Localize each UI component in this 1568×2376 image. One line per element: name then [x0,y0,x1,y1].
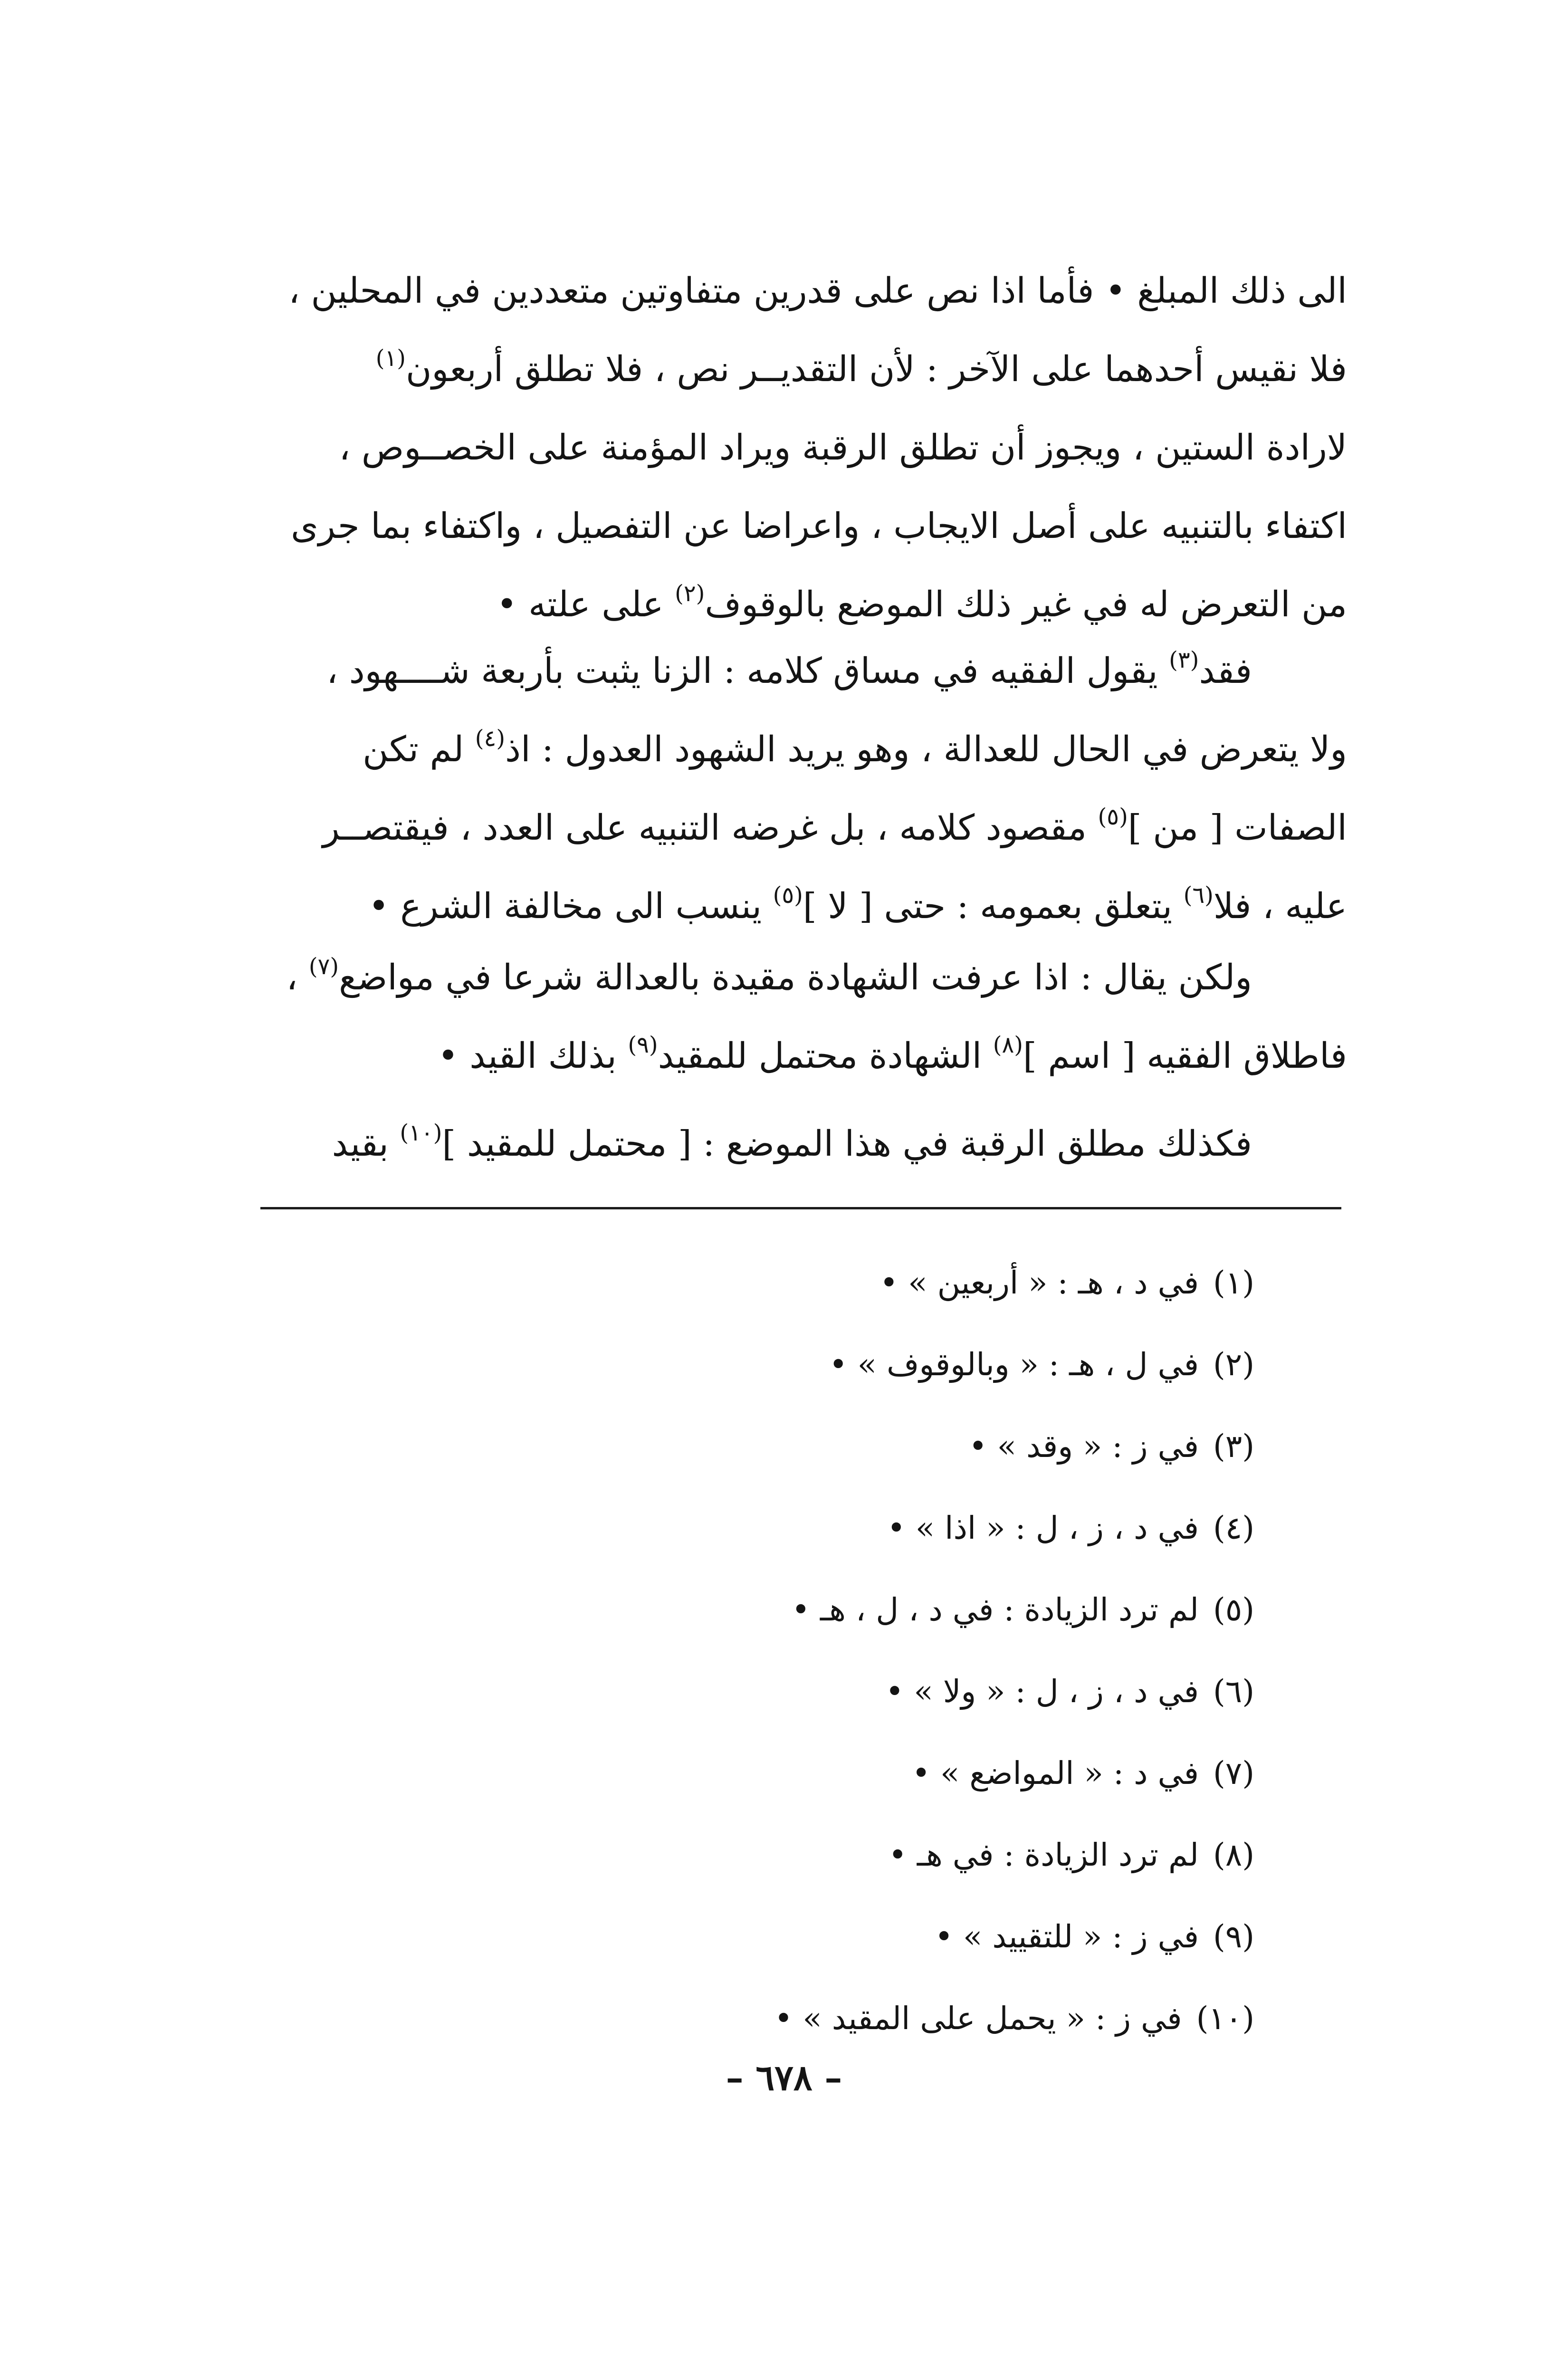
text-line [245,710,1347,789]
footnote-item [889,1820,1254,1891]
text-line [245,867,1347,946]
footnote-marker[interactable]: (٦) [1183,882,1214,909]
paragraph-1 [245,252,1347,644]
text-fragment: ينسب الى مخالفة الشرع • [368,886,762,927]
text-line [245,1105,1347,1183]
footnote-marker[interactable]: (٢) [675,580,705,607]
footnote-item [912,1738,1254,1809]
footnote-marker[interactable]: (٧) [308,953,339,980]
text-fragment: ولا يتعرض في الحال للعدالة ، وهو يريد الشهود العدول : اذ [505,729,1347,770]
footnote-marker[interactable]: (٨) [993,1032,1023,1058]
text-fragment: فكذلك مطلق الرقبة في هذا الموضع : [ محتمل للمقيد ] [442,1123,1252,1164]
text-line: لارادة الستين ، ويجوز أن تطلق الرقبة ويراد المؤمنة على الخصــوص ، [339,427,1347,468]
footnote-text: في د ، ز ، ل : « ولا » • [885,1673,1199,1710]
footnote-text: في د : « المواضع » • [912,1755,1199,1792]
footnote-number: (٨) [1213,1837,1254,1873]
text-fragment: يقول الفقيه في مساق كلامه : الزنا يثبت بأربعة شــــهود ، [326,651,1158,691]
footnote-marker[interactable]: (١٠) [400,1120,442,1146]
paragraph-4 [245,1105,1347,1183]
text-fragment: الصفات [ من ] [1128,807,1347,848]
text-fragment: على علته • [496,584,664,625]
text-fragment: عليه ، فلا [1213,886,1347,927]
footnote-marker[interactable]: (١) [375,345,406,372]
footnote-item [880,1247,1254,1319]
paragraph-2 [245,632,1347,946]
footnote-item [969,1411,1254,1482]
footnote-item [885,1656,1254,1727]
text-line: الى ذلك المبلغ • فأما اذا نص على قدرين متفاوتين متعددين في المحلين ، [288,270,1347,311]
footnote-number: (٩) [1213,1918,1254,1955]
footnote-text: في د ، هـ : « أربعين » • [880,1265,1199,1301]
text-fragment: فلا نقيس أحدهما على الآخر : لأن التقديــر نص ، فلا تطلق أربعون [406,349,1347,390]
footnote-number: (٥) [1213,1591,1254,1628]
footnote-number: (٢) [1213,1346,1254,1383]
footnote-number: (١٠) [1196,2000,1254,2037]
footnote-text: في ز : « للتقييد » • [935,1918,1199,1955]
footnote-number: (٦) [1213,1673,1254,1710]
footnote-item [774,1983,1254,2054]
footnote-item [792,1574,1254,1646]
footnote-text: لم ترد الزيادة : في هـ • [888,1837,1199,1873]
paragraph-3 [245,939,1347,1095]
footnote-item [829,1329,1254,1400]
footnote-marker[interactable]: (٩) [628,1032,658,1058]
footnote-divider [260,1207,1341,1209]
text-fragment: من التعرض له في غير ذلك الموضع بالوقوف [705,584,1347,625]
footnote-marker[interactable]: (٣) [1169,647,1199,673]
text-line: اكتفاء بالتنبيه على أصل الايجاب ، واعراضا عن التفصيل ، واكتفاء بما جرى [291,506,1347,546]
footnote-marker[interactable]: (٥) [1098,804,1128,830]
page-number: – ٦٧٨ – [726,2058,842,2098]
text-fragment: بقيد [332,1123,389,1164]
text-fragment: بذلك القيد • [438,1035,617,1076]
footnote-number: (٤) [1213,1510,1254,1546]
footnote-text: في ز : « يحمل على المقيد » • [774,2000,1182,2037]
text-line [245,789,1347,867]
text-fragment: الشهادة محتمل للمقيد [658,1035,982,1076]
footnote-text: لم ترد الزيادة : في د ، ل ، هـ • [791,1591,1199,1628]
footnote-number: (٧) [1213,1755,1254,1792]
text-fragment: لم تكن [363,729,464,770]
text-line [245,1017,1347,1095]
text-fragment: فقد [1199,651,1252,691]
footnote-item [887,1493,1254,1564]
text-fragment: ، [286,957,298,998]
text-fragment: فاطلاق الفقيه [ اسم ] [1023,1035,1347,1076]
text-line [245,939,1347,1017]
footnote-number: (٣) [1213,1428,1254,1465]
footnote-marker[interactable]: (٥) [773,882,803,909]
text-fragment: ولكن يقال : اذا عرفت الشهادة مقيدة بالعدالة شرعا في مواضع [339,957,1252,998]
footnote-text: في ز : « وقد » • [968,1428,1199,1465]
footnote-marker[interactable]: (٤) [475,725,506,752]
footnote-number: (١) [1213,1265,1254,1301]
footnote-item [935,1901,1254,1973]
footnote-text: في ل ، هـ : « وبالوقوف » • [829,1346,1199,1383]
text-line [245,330,1347,409]
text-fragment: يتعلق بعمومه : حتى [ لا ] [803,886,1173,927]
text-line [245,632,1347,710]
footnote-text: في د ، ز ، ل : « اذا » • [887,1510,1199,1546]
text-fragment: مقصود كلامه ، بل غرضه التنبيه على العدد ، فيقتصــر [322,807,1087,848]
